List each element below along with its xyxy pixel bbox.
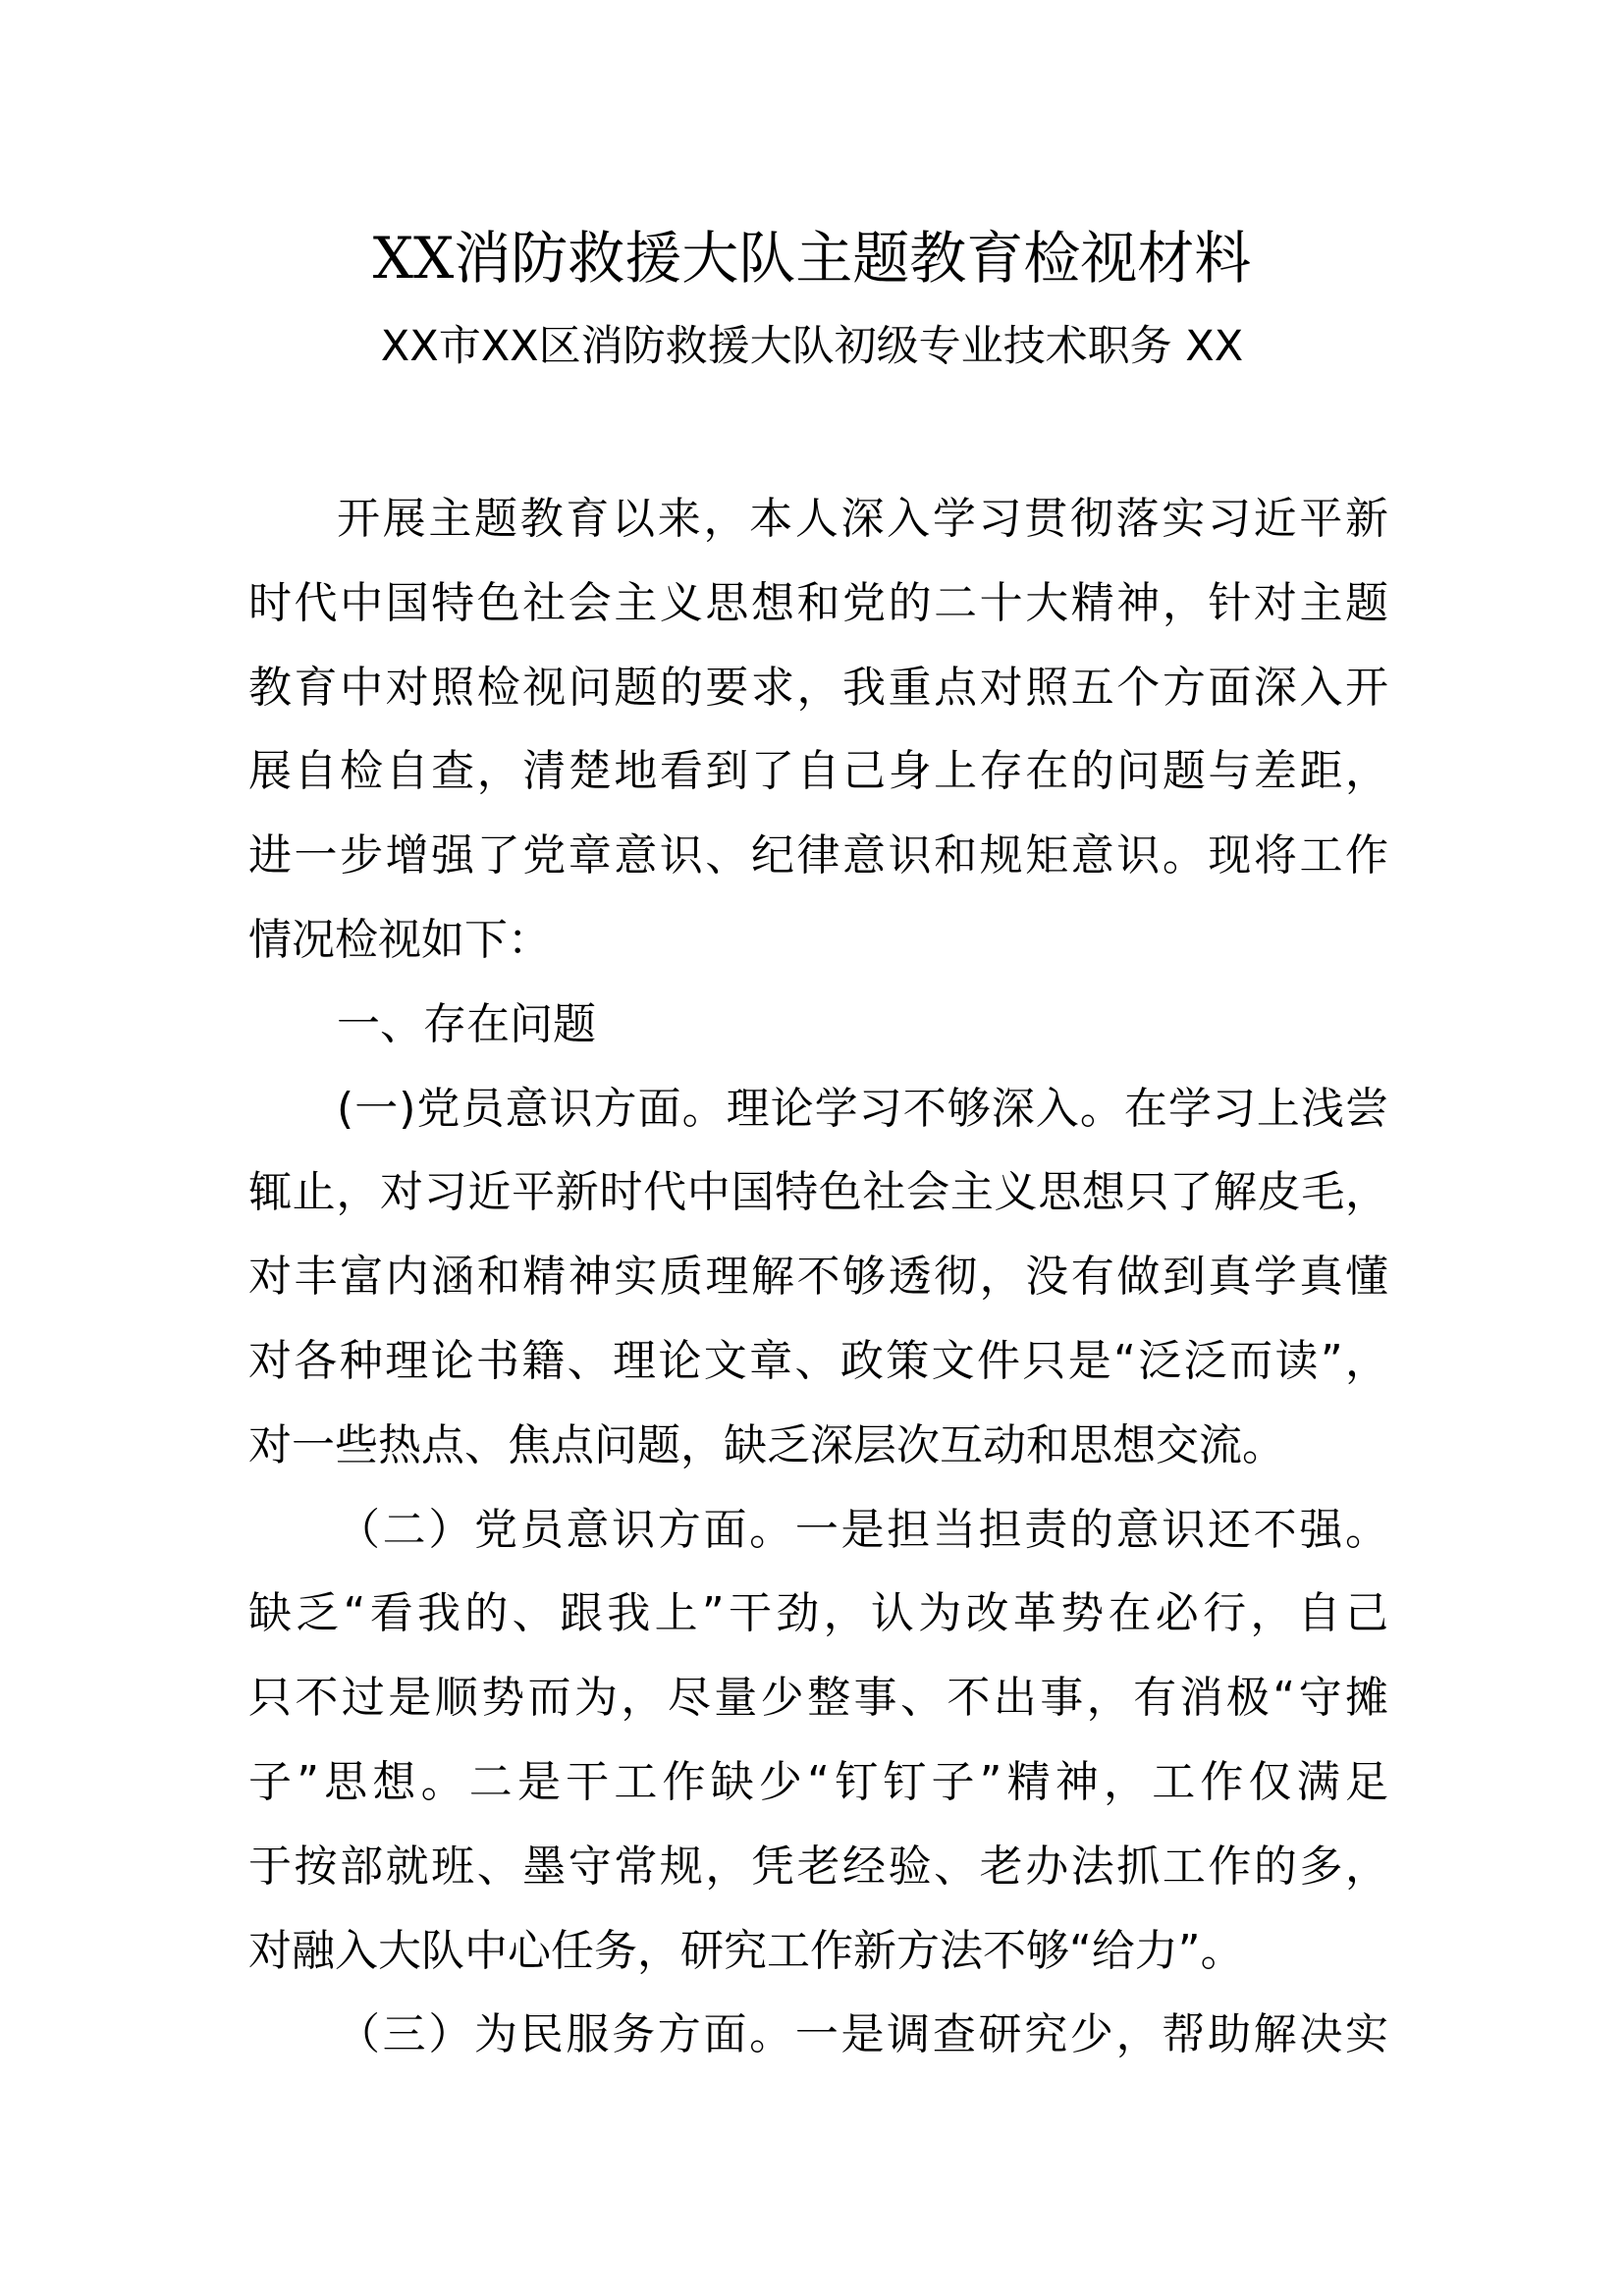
text-line: 开展主题教育以来，本人深入学习贯彻落实习近平新 — [337, 494, 1388, 544]
text-line: (一)党员意识方面。理论学习不够深入。在学习上浅尝 — [337, 1083, 1388, 1134]
document-body — [248, 477, 1388, 2077]
text-line: 对各种理论书籍、理论文章、政策文件只是“泛泛而读”， — [248, 1335, 1388, 1386]
text-line: 只不过是顺势而为，尽量少整事、不出事，有消极“守摊 — [248, 1673, 1388, 1724]
text-line: 展自检自查，清楚地看到了自己身上存在的问题与差距， — [248, 746, 1388, 797]
text-line: 于按部就班、墨守常规，凭老经验、老办法抓工作的多， — [248, 1841, 1388, 1892]
text-line: 情况检视如下： — [248, 914, 551, 965]
text-line: （三）为民服务方面。一是调查研究少，帮助解决实 — [337, 2009, 1388, 2060]
text-line: 对丰富内涵和精神实质理解不够透彻，没有做到真学真懂 — [248, 1252, 1388, 1303]
paragraph-serving-people — [248, 1993, 1388, 2077]
text-line: 时代中国特色社会主义思想和党的二十大精神，针对主题 — [248, 577, 1388, 628]
document-subtitle: XX市XX区消防救援大队初级专业技术职务 XX — [380, 322, 1244, 371]
paragraph-party-awareness-2 — [248, 1488, 1388, 1994]
text-line: （二）党员意识方面。一是担当担责的意识还不强。 — [337, 1504, 1388, 1555]
text-line: 缺乏“看我的、跟我上”干劲，认为改革势在必行，自己 — [248, 1588, 1388, 1639]
paragraph-party-awareness-1 — [248, 1067, 1388, 1488]
paragraph-intro — [248, 477, 1388, 983]
text-line: 进一步增强了党章意识、纪律意识和规矩意识。现将工作 — [248, 830, 1388, 881]
text-line: 教育中对照检视问题的要求，我重点对照五个方面深入开 — [248, 662, 1388, 713]
text-line: 子”思想。二是干工作缺少“钉钉子”精神，工作仅满足 — [248, 1756, 1388, 1807]
text-line: 对融入大队中心任务，研究工作新方法不够“给力”。 — [248, 1925, 1244, 1976]
text-line: 辄止，对习近平新时代中国特色社会主义思想只了解皮毛， — [248, 1167, 1388, 1218]
text-line: 对一些热点、焦点问题，缺乏深层次互动和思想交流。 — [248, 1419, 1285, 1470]
section-heading: 一、存在问题 — [337, 998, 596, 1049]
document-title: XX消防救援大队主题教育检视材料 — [372, 225, 1252, 292]
